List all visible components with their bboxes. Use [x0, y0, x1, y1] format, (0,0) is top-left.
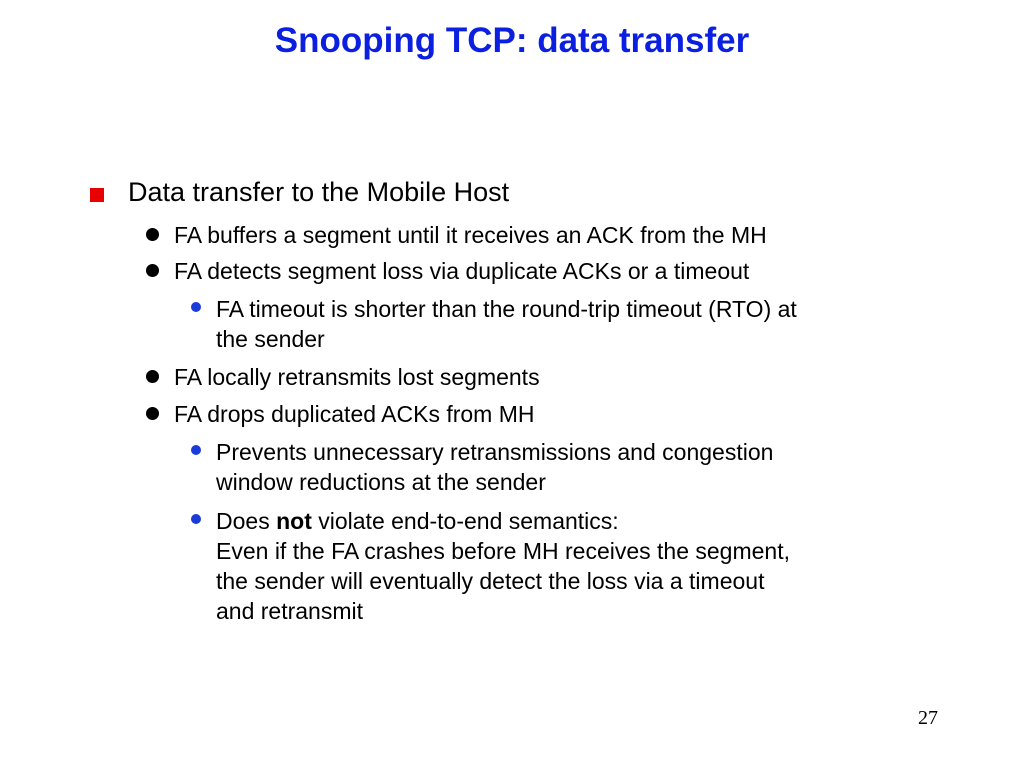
bullet-level3-line — [216, 506, 946, 536]
round-bullet-icon — [146, 264, 159, 277]
bullet-level2-text: FA locally retransmits lost segments — [174, 364, 540, 390]
bullet-level3-text — [216, 506, 946, 626]
bullet-level3-line: window reductions at the sender — [216, 469, 546, 495]
bullet-level3-line: Even if the FA crashes before MH receives the segment, — [216, 538, 791, 564]
bullet-level3-line: and retransmit — [216, 598, 364, 624]
bullet-level2-text: FA buffers a segment until it receives an ACK from the MH — [174, 222, 767, 248]
square-bullet-icon — [90, 188, 104, 202]
page-number: 27 — [918, 707, 938, 729]
round-bullet-icon — [146, 407, 159, 420]
bullet-level3-line: FA timeout is shorter than the round-trip timeout (RTO) at — [216, 296, 797, 322]
bullet-level3-text — [216, 437, 946, 497]
round-bullet-icon — [191, 302, 201, 312]
slide-title: Snooping TCP: data transfer — [274, 21, 750, 60]
bullet-level3-line: the sender — [216, 326, 325, 352]
bullet-level2-text: FA detects segment loss via duplicate ACKs or a timeout — [174, 258, 750, 284]
round-bullet-icon — [146, 370, 159, 383]
bullet-level3-text — [216, 294, 946, 354]
bullet-level3-line: the sender will eventually detect the loss via a timeout — [216, 568, 765, 594]
text-run: violate end-to-end semantics: — [311, 508, 619, 534]
round-bullet-icon — [191, 445, 201, 455]
emphasis-not: not — [276, 508, 312, 534]
round-bullet-icon — [146, 228, 159, 241]
bullet-level3-line: Prevents unnecessary retransmissions and congestion — [216, 439, 774, 465]
round-bullet-icon — [191, 514, 201, 524]
bullet-level2-text: FA drops duplicated ACKs from MH — [174, 401, 535, 427]
text-run: Does — [216, 508, 277, 534]
bullet-level1-text: Data transfer to the Mobile Host — [128, 177, 510, 207]
